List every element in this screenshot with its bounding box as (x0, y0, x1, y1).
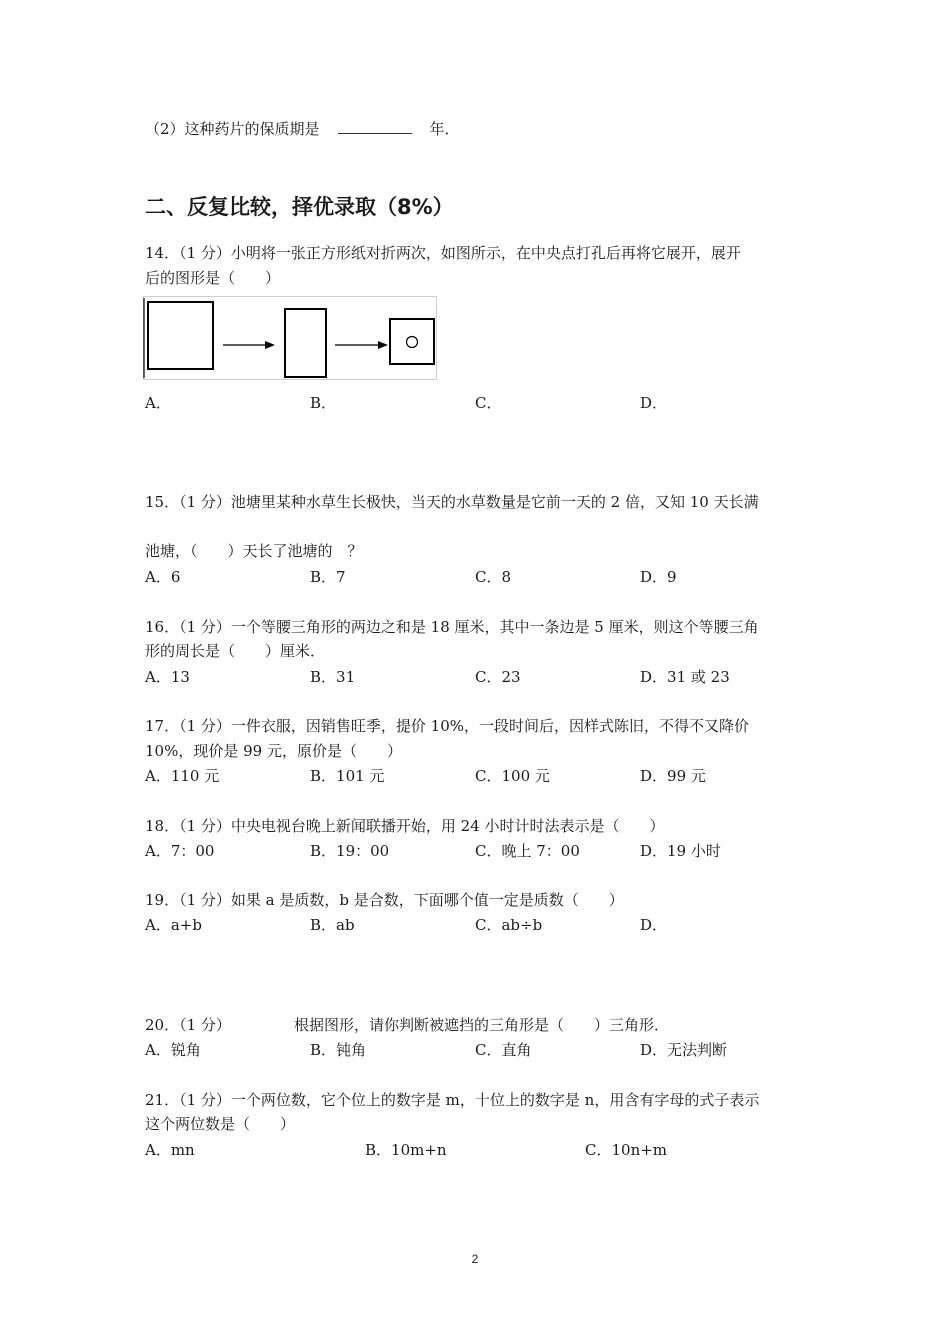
q15-option-d: D．9 (640, 568, 677, 586)
q20-text: 根据图形，请你判断被遮挡的三角形是（ ）三角形． (294, 1016, 670, 1034)
q17-line-1: 17．（1 分）一件衣服，因销售旺季，提价 10%，一段时间后，因样式陈旧，不得不又降价 (145, 717, 750, 735)
q20-option-b: B．钝角 (310, 1041, 367, 1059)
q20-option-a: A．锐角 (145, 1041, 201, 1059)
q18-option-b: B．19：00 (310, 842, 390, 860)
q18-option-a: A．7：00 (145, 842, 215, 860)
q21-option-a: A．mn (145, 1141, 195, 1159)
q16-option-a: A．13 (145, 668, 190, 686)
q16-line-2: 形的周长是（ ）厘米． (145, 642, 326, 660)
page-number: 2 (471, 1252, 479, 1266)
q14-option-a: A． (145, 394, 171, 412)
section-heading: 二、反复比较，择优录取（8%） (145, 195, 454, 219)
q14-option-d: D． (640, 394, 668, 412)
q19-option-c: C．ab÷b (475, 916, 543, 934)
q17-option-c: C．100 元 (475, 767, 550, 785)
q18-option-c: C．晚上 7：00 (475, 842, 580, 860)
q13-part2-suffix: 年． (429, 120, 460, 138)
q19-option-a: A．a+b (145, 916, 202, 934)
q16-option-c: C．23 (475, 668, 521, 686)
q13-part2 (145, 119, 460, 139)
q20-option-c: C．直角 (475, 1041, 532, 1059)
q19-option-d: D． (640, 916, 668, 934)
q15-option-c: C．8 (475, 568, 512, 586)
q21-option-b: B．10m+n (365, 1141, 447, 1159)
q16-line-1: 16．（1 分）一个等腰三角形的两边之和是 18 厘米，其中一条边是 5 厘米，则这个等腰三角 (145, 618, 759, 636)
q14-option-c: C． (475, 394, 502, 412)
q20-option-d: D．无法判断 (640, 1041, 728, 1059)
q20-number: 20．（1 分） (145, 1016, 231, 1034)
q14-option-b: B． (310, 394, 337, 412)
q18-line-1: 18．（1 分）中央电视台晚上新闻联播开始，用 24 小时计时法表示是（ ） (145, 817, 665, 835)
q15-option-b: B．7 (310, 568, 346, 586)
q14-line-2: 后的图形是（ ） (145, 269, 281, 287)
q18-option-d: D．19 小时 (640, 842, 721, 860)
q21-line-2: 这个两位数是（ ） (145, 1115, 296, 1133)
paper-folding-figure (143, 296, 437, 380)
q16-option-d: D．31 或 23 (640, 668, 730, 686)
q17-option-d: D．99 元 (640, 767, 706, 785)
answer-blank (338, 119, 412, 134)
q17-option-b: B．101 元 (310, 767, 385, 785)
q14-line-1: 14．（1 分）小明将一张正方形纸对折两次，如图所示，在中央点打孔后再将它展开，展开 (145, 244, 741, 262)
q15-line-2: 池塘，（ ）天长了池塘的 ？ (145, 542, 363, 560)
q19-option-b: B．ab (310, 916, 355, 934)
q21-option-c: C．10n+m (585, 1141, 668, 1159)
q19-line-1: 19．（1 分）如果 a 是质数，b 是合数，下面哪个值一定是质数（ ） (145, 891, 624, 909)
q17-line-2: 10%，现价是 99 元，原价是（ ） (145, 742, 402, 760)
q17-option-a: A．110 元 (145, 767, 220, 785)
q21-line-1: 21．（1 分）一个两位数，它个位上的数字是 m，十位上的数字是 n，用含有字母的式子表示 (145, 1091, 760, 1109)
q15-line-1: 15．（1 分）池塘里某种水草生长极快，当天的水草数量是它前一天的 2 倍，又知 10 天长满 (145, 493, 759, 511)
q16-option-b: B．31 (310, 668, 356, 686)
q13-part2-prefix: （2）这种药片的保质期是 (145, 120, 320, 138)
q15-option-a: A．6 (145, 568, 181, 586)
